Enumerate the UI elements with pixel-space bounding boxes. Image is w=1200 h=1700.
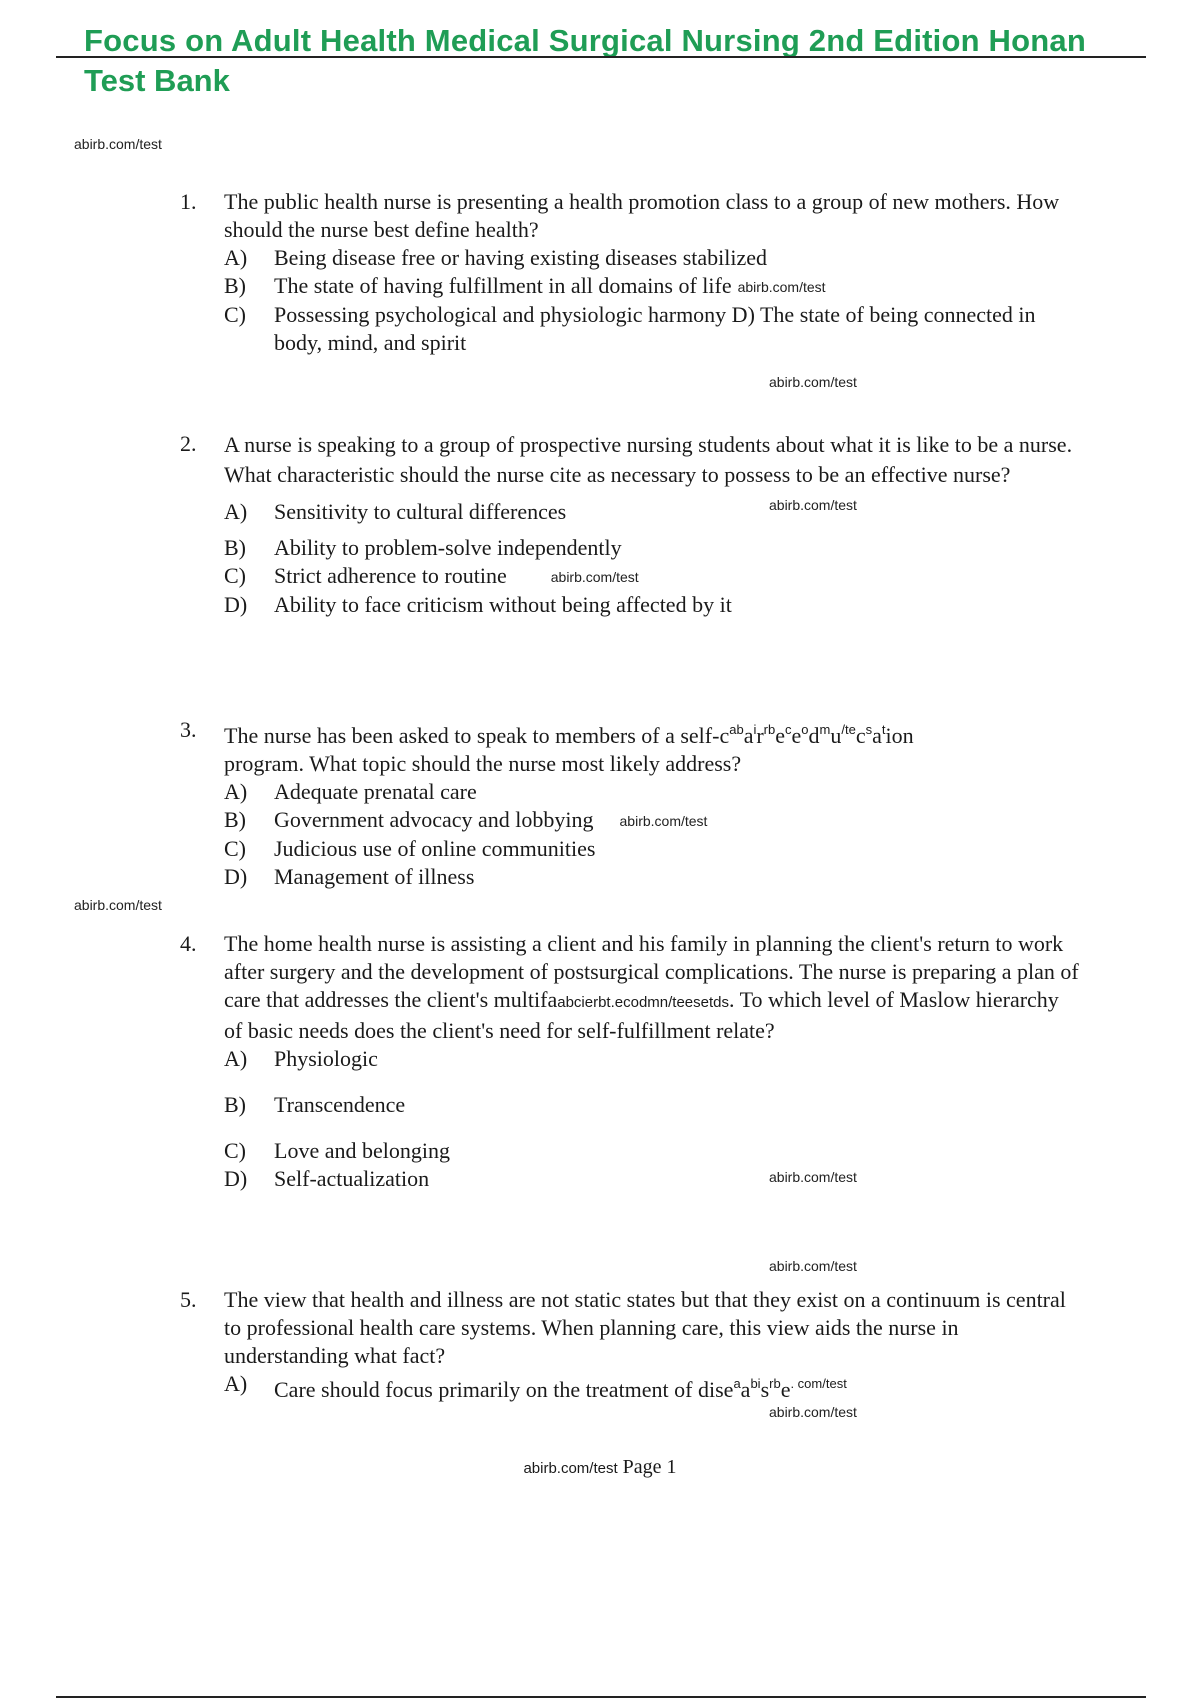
option-letter: A) bbox=[224, 245, 248, 270]
question-3 bbox=[180, 716, 1080, 891]
watermark: abirb.com/test bbox=[74, 136, 162, 152]
option-letter: D) bbox=[224, 864, 248, 889]
title-underline bbox=[56, 56, 1146, 58]
mangled-text: e bbox=[775, 723, 785, 748]
watermark: abirb.com/test bbox=[769, 1258, 857, 1274]
mangled-text: e bbox=[791, 723, 802, 748]
question-stem bbox=[224, 716, 1080, 778]
option-letter: A) bbox=[224, 1371, 248, 1396]
option-a bbox=[224, 1370, 1080, 1404]
footer-watermark: abirb.com/test bbox=[523, 1460, 618, 1477]
watermark: abirb.com/test bbox=[550, 569, 639, 585]
question-stem bbox=[224, 930, 1080, 1045]
option-text: The state of having fulfillment in all domains of life bbox=[274, 273, 732, 298]
question-stem: The view that health and illness are not static states but that they exist on a continuum is central to professional health care systems. When planning care, this view aids the nurse in understanding what fact? bbox=[224, 1287, 1066, 1368]
option-c bbox=[224, 835, 1080, 863]
mangled-text: m bbox=[819, 722, 831, 737]
mangled-text: r bbox=[756, 723, 764, 748]
question-number: 4. bbox=[180, 931, 197, 956]
mangled-text: ion bbox=[885, 723, 914, 748]
option-letter: C) bbox=[224, 302, 246, 327]
watermark: abirb.com/test bbox=[737, 279, 826, 295]
watermark: abirb.com/test bbox=[769, 1169, 857, 1185]
question-number: 3. bbox=[180, 717, 197, 742]
option-text: Care should focus primarily on the treatment of dise bbox=[274, 1377, 734, 1402]
option-letter: C) bbox=[224, 1138, 246, 1163]
option-a bbox=[224, 778, 1080, 806]
question-number: 1. bbox=[180, 189, 197, 214]
stem-part-2: . To which level of Maslow hierarchy of basic needs does the client's need for self-fulfillment relate? bbox=[224, 987, 1059, 1043]
question-stem: The public health nurse is presenting a health promotion class to a group of new mothers. How should the nurse best define health? bbox=[224, 189, 1060, 242]
title-line-2: Test Bank bbox=[84, 63, 230, 98]
option-a bbox=[224, 498, 1080, 526]
mangled-text: /te bbox=[841, 722, 856, 737]
stem-start: The nurse has been asked to speak to members of a self-c bbox=[224, 723, 730, 748]
option-d bbox=[224, 1165, 1080, 1193]
page-footer bbox=[0, 1456, 1200, 1479]
question-2 bbox=[180, 430, 1080, 619]
option-text: Management of illness bbox=[274, 864, 475, 889]
document-title bbox=[84, 22, 1144, 60]
option-letter: B) bbox=[224, 535, 246, 560]
option-text: Physiologic bbox=[274, 1046, 378, 1071]
question-1 bbox=[180, 188, 1080, 357]
mangled-text: . com/test bbox=[790, 1376, 847, 1391]
mangled-text: t bbox=[881, 722, 886, 737]
watermark: abirb.com/test bbox=[769, 497, 857, 513]
option-d bbox=[224, 591, 1080, 619]
question-5 bbox=[180, 1286, 1080, 1404]
mangled-text: a bbox=[740, 1377, 751, 1402]
mangled-text: rb bbox=[769, 1376, 781, 1391]
mangled-text: a bbox=[872, 723, 882, 748]
stem-part-1: The home health nurse is assisting a client and his family in planning the client's return to work after surgery and the development of postsurgical complications. The nurse is preparing a plan of care that addresses the client's multifa bbox=[224, 931, 1079, 1012]
watermark: abirb.com/test bbox=[74, 897, 162, 913]
option-letter: B) bbox=[224, 807, 246, 832]
question-4 bbox=[180, 930, 1080, 1193]
option-letter: A) bbox=[224, 779, 248, 804]
mangled-text: i bbox=[753, 722, 757, 737]
question-stem: A nurse is speaking to a group of prospective nursing students about what it is like to be a nurse. What characteristic should the nurse cite as necessary to possess to be an effective nurse? bbox=[224, 432, 1073, 487]
option-text: Transcendence bbox=[274, 1092, 406, 1117]
option-a bbox=[224, 1045, 1080, 1073]
option-letter: C) bbox=[224, 563, 246, 588]
option-text: Sensitivity to cultural differences bbox=[274, 499, 567, 524]
option-text: Judicious use of online communities bbox=[274, 836, 596, 861]
mangled-text: a bbox=[743, 723, 754, 748]
mangled-text: abcierbt.ecodmn/teesetds bbox=[557, 994, 730, 1011]
option-letter: A) bbox=[224, 1046, 248, 1071]
option-c bbox=[224, 301, 1080, 357]
stem-end: program. What topic should the nurse most likely address? bbox=[224, 751, 742, 776]
option-text: Love and belonging bbox=[274, 1138, 450, 1163]
option-letter: D) bbox=[224, 1166, 248, 1191]
mangled-text: c bbox=[785, 722, 792, 737]
mangled-text: d bbox=[808, 723, 820, 748]
mangled-text: o bbox=[801, 722, 809, 737]
option-letter: A) bbox=[224, 499, 248, 524]
option-letter: D) bbox=[224, 592, 248, 617]
option-c bbox=[224, 562, 1080, 591]
bottom-divider bbox=[56, 1696, 1146, 1698]
option-text: Possessing psychological and physiologic harmony D) The state of being connected in body, mind, and spirit bbox=[274, 302, 1036, 355]
option-d bbox=[224, 863, 1080, 891]
option-b bbox=[224, 806, 1080, 835]
mangled-text: rb bbox=[763, 722, 776, 737]
option-text: Being disease free or having existing diseases stabilized bbox=[274, 245, 768, 270]
mangled-text: u bbox=[830, 723, 842, 748]
option-letter: B) bbox=[224, 273, 246, 298]
page-number: Page 1 bbox=[622, 1456, 677, 1478]
option-c bbox=[224, 1137, 1080, 1165]
option-text: Government advocacy and lobbying bbox=[274, 807, 594, 832]
question-number: 2. bbox=[180, 431, 197, 456]
option-text: Ability to problem-solve independently bbox=[274, 535, 622, 560]
option-text: Self-actualization bbox=[274, 1166, 430, 1191]
option-b bbox=[224, 1091, 1080, 1119]
option-text: Adequate prenatal care bbox=[274, 779, 477, 804]
option-letter: B) bbox=[224, 1092, 246, 1117]
mangled-text: s bbox=[865, 722, 873, 737]
option-text: Strict adherence to routine bbox=[274, 563, 507, 588]
option-text: Ability to face criticism without being affected by it bbox=[274, 592, 732, 617]
watermark: abirb.com/test bbox=[769, 374, 857, 390]
mangled-text: a bbox=[733, 1376, 741, 1391]
question-number: 5. bbox=[180, 1287, 197, 1312]
watermark: abirb.com/test bbox=[619, 813, 708, 829]
mangled-text: e bbox=[780, 1377, 791, 1402]
option-letter: C) bbox=[224, 836, 246, 861]
watermark: abirb.com/test bbox=[769, 1404, 857, 1420]
mangled-text: ab bbox=[729, 722, 744, 737]
option-b bbox=[224, 534, 1080, 562]
mangled-text: bi bbox=[750, 1376, 761, 1391]
mangled-text: c bbox=[855, 723, 866, 748]
mangled-text: s bbox=[760, 1377, 770, 1402]
option-a bbox=[224, 244, 1080, 272]
option-b bbox=[224, 272, 1080, 301]
title-line-1: Focus on Adult Health Medical Surgical Nursing 2nd Edition Honan bbox=[84, 23, 1086, 58]
